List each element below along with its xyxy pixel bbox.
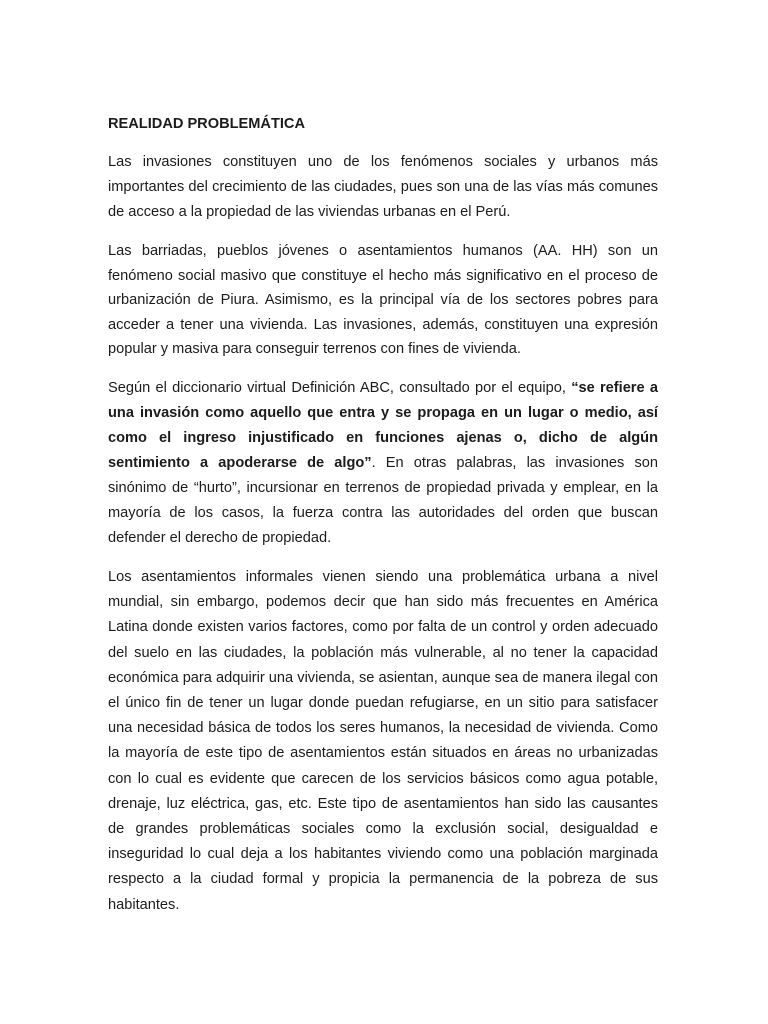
paragraph-1: Las invasiones constituyen uno de los fenómenos sociales y urbanos más importantes del crecimiento de las ciudades, pues son una de las vías más comunes de acceso a la propiedad de las viviendas urbanas en el Perú. [108, 154, 658, 220]
paragraph-2: Las barriadas, pueblos jóvenes o asentamientos humanos (AA. HH) son un fenómeno social masivo que constituye el hecho más significativo en el proceso de urbanización de Piura. Asimismo, es la principal vía de los sectores pobres para acceder a tener una vivienda. Las invasiones, además, constituyen una expresión popular y masiva para conseguir terrenos con fines de vivienda. [108, 243, 658, 358]
document-body [108, 112, 658, 932]
paragraph-3-rest: . En otras palabras, las invasiones son sinónimo de “hurto”, incursionar en terrenos de propiedad privada y emplear, en la mayoría de los casos, la fuerza contra las autoridades del orden que buscan defender el derecho de propiedad. [108, 454, 658, 546]
paragraph-3-quote: “se refiere a una invasión como aquello que entra y se propaga en un lugar o medio, así como el ingreso injustificado en funciones ajenas o, dicho de algún sentimiento a apoderarse de algo” [108, 379, 658, 471]
paragraph-3-intro: Según el diccionario virtual Definición ABC, consultado por el equipo, [108, 379, 572, 396]
paragraph-3 [108, 376, 658, 551]
section-heading: REALIDAD PROBLEMÁTICA [108, 116, 306, 132]
paragraph-4: Los asentamientos informales vienen siendo una problemática urbana a nivel mundial, sin embargo, podemos decir que han sido más frecuentes en América Latina donde existen varios factores, como por falta de un control y orden adecuado del suelo en las ciudades, la población más vulnerable, al no tener la capacidad económica para adquirir una vivienda, se asientan, aunque sea de manera ilegal con el único fin de tener un lugar donde puedan refugiarse, en un sitio para satisfacer una necesidad básica de todos los seres humanos, la necesidad de vivienda. Como la mayoría de este tipo de asentamientos están situados en áreas no urbanizadas con lo cual es evidente que carecen de los servicios básicos como agua potable, drenaje, luz eléctrica, gas, etc. Este tipo de asentamientos han sido las causantes de grandes problemáticas sociales como la exclusión social, desigualdad e inseguridad lo cual deja a los habitantes viviendo como una población marginada respecto a la ciudad formal y propicia la permanencia de la pobreza de sus habitantes. [108, 568, 658, 913]
